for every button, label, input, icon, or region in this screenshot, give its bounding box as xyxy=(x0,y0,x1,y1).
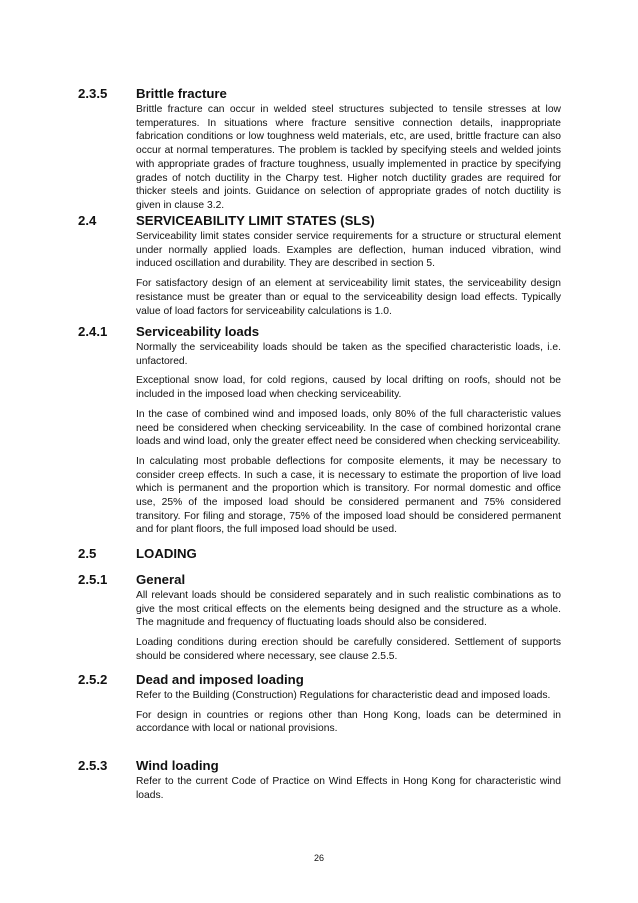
section-body xyxy=(136,341,561,543)
section-title: SERVICEABILITY LIMIT STATES (SLS) xyxy=(136,213,375,228)
section-title: Wind loading xyxy=(136,758,219,773)
paragraph: In calculating most probable deflections for composite elements, it may be necessary to consider creep effects. In such a case, it is necessary to estimate the proportion of live load which is permanent and the proportion which is transitory. For normal domestic and office use, 25% of the imposed load should be considered permanent and 75% considered transitory. For filing and storage, 75% of the imposed load should be considered permanent and for plant floors, the full imposed load should be used. xyxy=(136,455,561,536)
section-number: 2.5.3 xyxy=(78,758,108,773)
section-number: 2.5.2 xyxy=(78,672,108,687)
section-title: Brittle fracture xyxy=(136,86,227,101)
section-number: 2.5.1 xyxy=(78,572,108,587)
paragraph: Refer to the current Code of Practice on Wind Effects in Hong Kong for characteristic wind loads. xyxy=(136,776,561,801)
section-number: 2.4.1 xyxy=(78,324,108,339)
section-title: LOADING xyxy=(136,546,197,561)
paragraph: For design in countries or regions other than Hong Kong, loads can be determined in accordance with local or national provisions. xyxy=(136,709,561,735)
section-title: General xyxy=(136,572,186,587)
section-body xyxy=(136,775,561,808)
paragraph: Serviceability limit states consider service requirements for a structure or structural element under normally applied loads. Examples are deflection, human induced vibration, wind induced oscillation and durability. They are described in section 5. xyxy=(136,231,561,270)
section-title: Dead and imposed loading xyxy=(136,672,304,687)
paragraph: Brittle fracture can occur in welded steel structures subjected to tensile stresses at low temperatures. In situations where fracture sensitive connection details, inappropriate fabrication conditions or low toughness weld materials, etc, are used, brittle fracture can also occur at normal temperatures. The problem is tackled by specifying steels and welded joints with appropriate grades of fracture toughness, usually implemented in practice by specifying grades of notch ductility in the Charpy test. Higher notch ductility grades are required for thicker steels and joints. Guidance on selection of appropriate grades of notch ductility is given in clause 3.2. xyxy=(136,104,561,211)
paragraph: Loading conditions during erection should be carefully considered. Settlement of supports should be considered where necessary, see clause 2.5.5. xyxy=(136,637,561,662)
paragraph: In the case of combined wind and imposed loads, only 80% of the full characteristic values need be considered when checking serviceability. In the case of combined horizontal crane loads and wind load, only the greater effect need be considered when checking serviceability. xyxy=(136,408,561,448)
section-body xyxy=(136,103,561,219)
paragraph: Exceptional snow load, for cold regions, caused by local drifting on roofs, should not be included in the imposed load when checking serviceability. xyxy=(136,375,561,401)
paragraph: Normally the serviceability loads should be taken as the specified characteristic loads, i.e. unfactored. xyxy=(136,342,561,367)
section-body xyxy=(136,230,561,324)
paragraph: Refer to the Building (Construction) Regulations for characteristic dead and imposed loads. xyxy=(136,690,551,701)
section-body xyxy=(136,589,561,670)
section-number: 2.4 xyxy=(78,213,97,228)
section-number: 2.3.5 xyxy=(78,86,108,101)
page-number: 26 xyxy=(313,853,324,863)
section-number: 2.5 xyxy=(78,546,97,561)
paragraph: All relevant loads should be considered separately and in such realistic combinations as to give the most critical effects on the elements being designed and the structure as a whole. The magnitude and frequency of fluctuating loads should also be considered. xyxy=(136,590,561,629)
section-title: Serviceability loads xyxy=(136,324,260,339)
paragraph: For satisfactory design of an element at serviceability limit states, the serviceability design resistance must be greater than or equal to the serviceability design load effects. Typically value of load factors for serviceability calculations is 1.0. xyxy=(136,278,561,317)
section-body xyxy=(136,689,561,742)
